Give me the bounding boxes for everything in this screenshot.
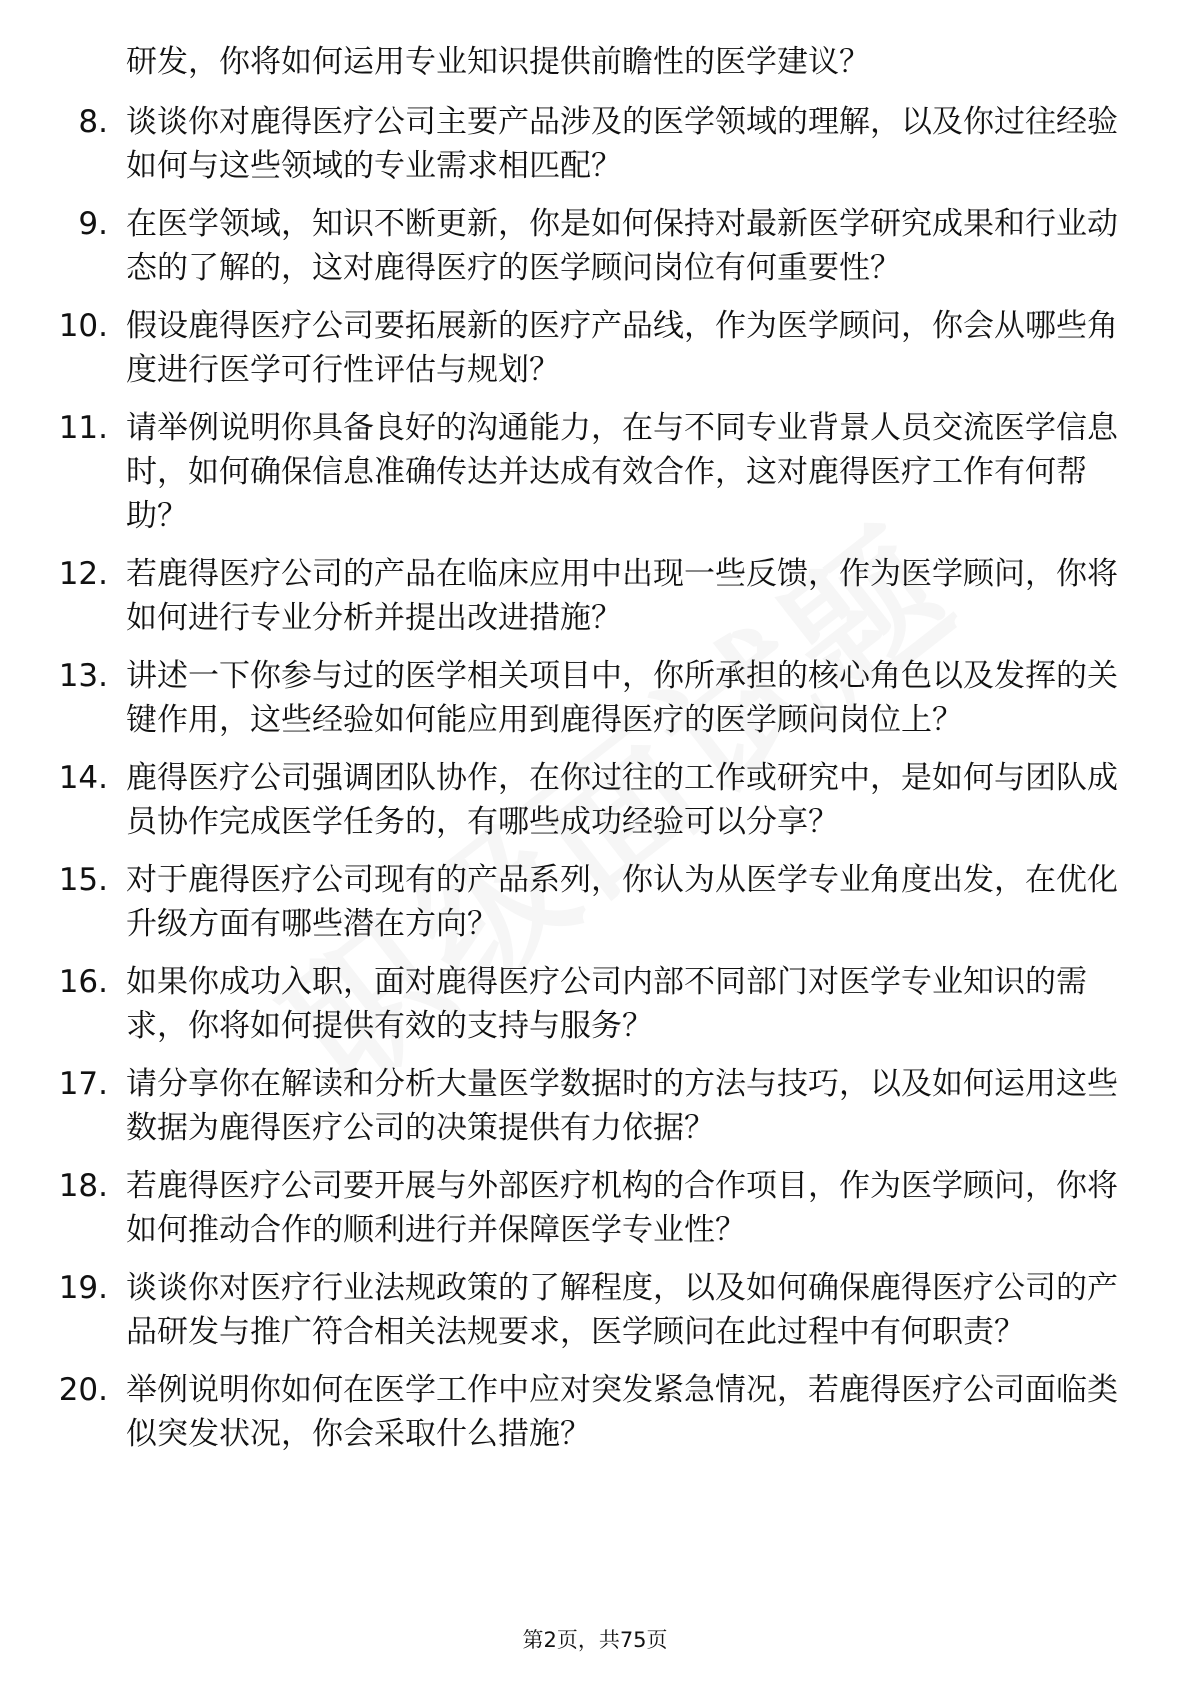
page-footer bbox=[0, 1626, 1190, 1654]
question-text: 请举例说明你具备良好的沟通能力，在与不同专业背景人员交流医学信息时，如何确保信息准确传达并达成有效合作，这对鹿得医疗工作有何帮助？ bbox=[126, 410, 1118, 534]
question-item bbox=[58, 858, 1122, 946]
question-text: 举例说明你如何在医学工作中应对突发紧急情况，若鹿得医疗公司面临类似突发状况，你会采取什么措施？ bbox=[126, 1372, 1118, 1452]
page-number-label: 第2页，共75页 bbox=[522, 1628, 668, 1652]
question-number: 11. bbox=[58, 410, 108, 446]
question-text: 谈谈你对医疗行业法规政策的了解程度，以及如何确保鹿得医疗公司的产品研发与推广符合相关法规要求，医学顾问在此过程中有何职责？ bbox=[126, 1270, 1118, 1350]
question-text: 若鹿得医疗公司的产品在临床应用中出现一些反馈，作为医学顾问，你将如何进行专业分析并提出改进措施？ bbox=[126, 556, 1118, 636]
question-number: 10. bbox=[58, 308, 108, 344]
question-text: 谈谈你对鹿得医疗公司主要产品涉及的医学领域的理解，以及你过往经验如何与这些领域的专业需求相匹配？ bbox=[126, 104, 1118, 184]
question-number: 19. bbox=[58, 1270, 108, 1306]
question-number: 8. bbox=[78, 104, 108, 140]
question-item bbox=[62, 100, 1122, 188]
question-text: 研发，你将如何运用专业知识提供前瞻性的医学建议？ bbox=[126, 44, 870, 80]
question-text: 鹿得医疗公司强调团队协作，在你过往的工作或研究中，是如何与团队成员协作完成医学任务的，有哪些成功经验可以分享？ bbox=[126, 760, 1118, 840]
question-text: 若鹿得医疗公司要开展与外部医疗机构的合作项目，作为医学顾问，你将如何推动合作的顺利进行并保障医学专业性？ bbox=[126, 1168, 1118, 1248]
question-number: 15. bbox=[58, 862, 108, 898]
question-text: 讲述一下你参与过的医学相关项目中，你所承担的核心角色以及发挥的关键作用，这些经验如何能应用到鹿得医疗的医学顾问岗位上？ bbox=[126, 658, 1118, 738]
question-text: 对于鹿得医疗公司现有的产品系列，你认为从医学专业角度出发，在优化升级方面有哪些潜在方向？ bbox=[126, 862, 1118, 942]
question-continuation bbox=[62, 40, 1122, 84]
question-item bbox=[58, 304, 1122, 392]
question-number: 9. bbox=[78, 206, 108, 242]
question-number: 17. bbox=[58, 1066, 108, 1102]
question-item bbox=[58, 654, 1122, 742]
question-item bbox=[58, 1368, 1122, 1456]
question-number: 16. bbox=[58, 964, 108, 1000]
question-item bbox=[58, 1164, 1122, 1252]
question-number: 20. bbox=[58, 1372, 108, 1408]
question-text: 假设鹿得医疗公司要拓展新的医疗产品线，作为医学顾问，你会从哪些角度进行医学可行性评估与规划？ bbox=[126, 308, 1118, 388]
question-item bbox=[58, 1266, 1122, 1354]
question-text: 如果你成功入职，面对鹿得医疗公司内部不同部门对医学专业知识的需求，你将如何提供有效的支持与服务？ bbox=[126, 964, 1087, 1044]
question-number: 12. bbox=[58, 556, 108, 592]
question-text: 请分享你在解读和分析大量医学数据时的方法与技巧，以及如何运用这些数据为鹿得医疗公司的决策提供有力依据？ bbox=[126, 1066, 1118, 1146]
question-item bbox=[58, 552, 1122, 640]
question-item bbox=[58, 406, 1122, 538]
question-number: 18. bbox=[58, 1168, 108, 1204]
question-number: 14. bbox=[58, 760, 108, 796]
question-text: 在医学领域，知识不断更新，你是如何保持对最新医学研究成果和行业动态的了解的，这对鹿得医疗的医学顾问岗位有何重要性？ bbox=[126, 206, 1118, 286]
question-number: 13. bbox=[58, 658, 108, 694]
question-item bbox=[58, 756, 1122, 844]
question-item bbox=[62, 202, 1122, 290]
question-list bbox=[58, 40, 1122, 1470]
question-item bbox=[58, 960, 1122, 1048]
question-item bbox=[58, 1062, 1122, 1150]
